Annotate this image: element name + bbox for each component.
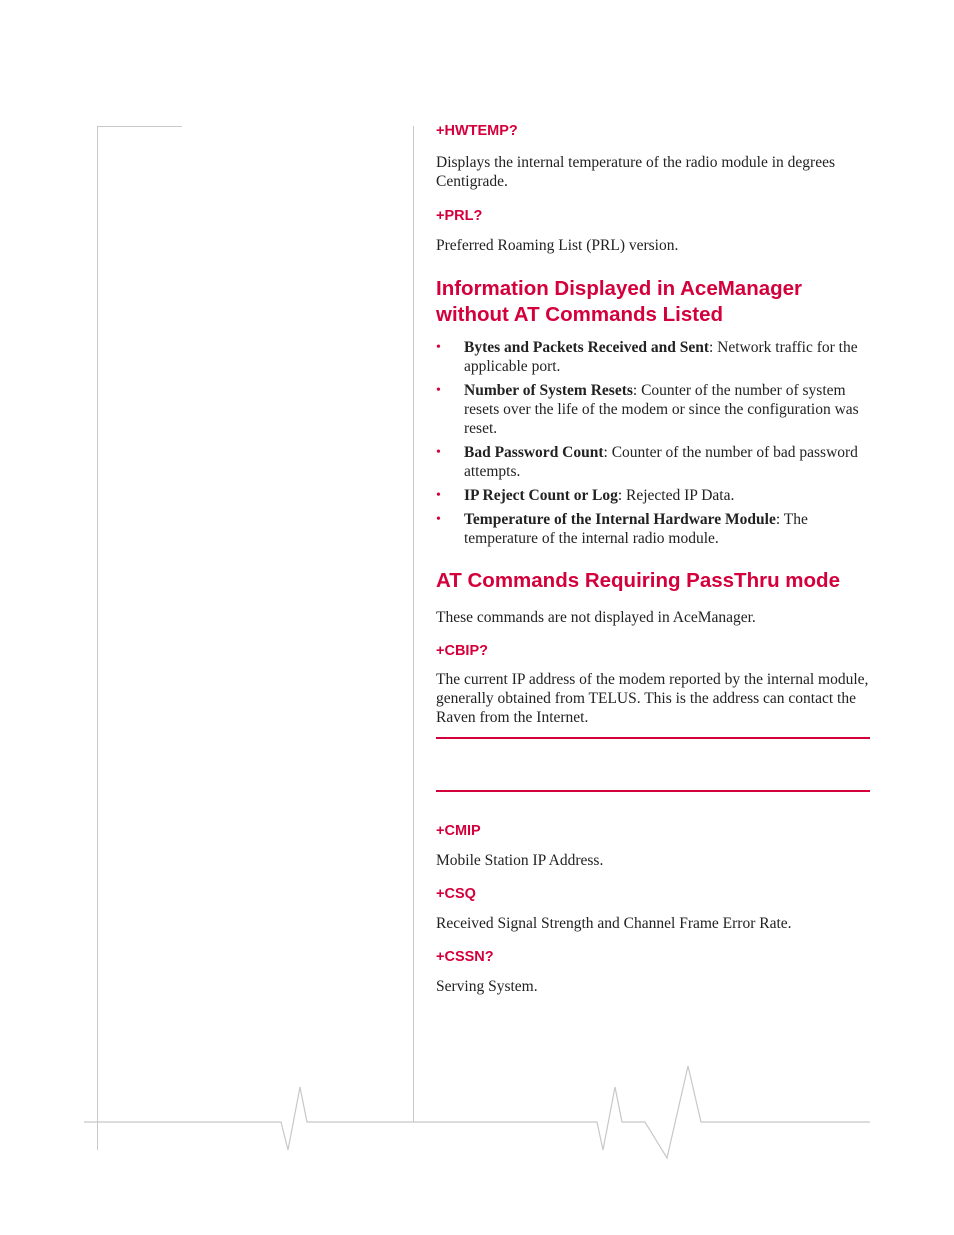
command-prl: +PRL? [436, 208, 483, 224]
bullet-text: : Counter of the number of system resets over the life of the modem or since the configuration was reset. [464, 382, 859, 437]
command-csq: +CSQ [436, 886, 476, 902]
list-item [436, 510, 872, 548]
command-cmip-desc: Mobile Station IP Address. [436, 852, 604, 869]
bullet-icon: • [436, 340, 441, 355]
info-bullet-list [436, 338, 872, 548]
list-item [436, 338, 872, 376]
heading-info-displayed [436, 276, 872, 328]
bullet-icon: • [436, 383, 441, 398]
bullet-term: Bytes and Packets Received and Sent [464, 339, 709, 356]
command-cmip: +CMIP [436, 823, 481, 839]
heading-passthru: AT Commands Requiring PassThru mode [436, 569, 840, 592]
command-hwtemp: +HWTEMP? [436, 123, 518, 139]
command-cbip: +CBIP? [436, 643, 488, 659]
bullet-text: : The temperature of the internal radio module. [464, 511, 808, 547]
command-csq-desc: Received Signal Strength and Channel Frame Error Rate. [436, 915, 792, 932]
list-item [436, 443, 872, 481]
heading-info-line2: without AT Commands Listed [436, 303, 723, 326]
heading-info-line1: Information Displayed in AceManager [436, 277, 803, 300]
list-item [436, 381, 872, 438]
bullet-icon: • [436, 445, 441, 460]
bullet-term: Number of System Resets [464, 382, 633, 399]
bullet-term: Bad Password Count [464, 444, 604, 461]
command-prl-desc: Preferred Roaming List (PRL) version. [436, 237, 679, 254]
list-item [436, 486, 872, 505]
main-content [436, 118, 872, 996]
bullet-term: Temperature of the Internal Hardware Module [464, 511, 776, 528]
command-cssn: +CSSN? [436, 949, 494, 965]
bullet-icon: • [436, 512, 441, 527]
command-cssn-desc: Serving System. [436, 978, 538, 995]
bullet-text: : Network traffic for the applicable port. [464, 339, 858, 375]
command-cbip-desc: The current IP address of the modem reported by the internal module, generally obtained from TELUS. This is the address can contact the Raven from the Internet. [436, 671, 869, 726]
bullet-text: : Counter of the number of bad password attempts. [464, 444, 858, 480]
passthru-intro: These commands are not displayed in AceManager. [436, 609, 756, 626]
bullet-term: IP Reject Count or Log [464, 487, 618, 504]
command-hwtemp-desc: Displays the internal temperature of the radio module in degrees Centigrade. [436, 154, 835, 190]
bullet-text: : Rejected IP Data. [617, 487, 735, 504]
bullet-icon: • [436, 488, 441, 503]
